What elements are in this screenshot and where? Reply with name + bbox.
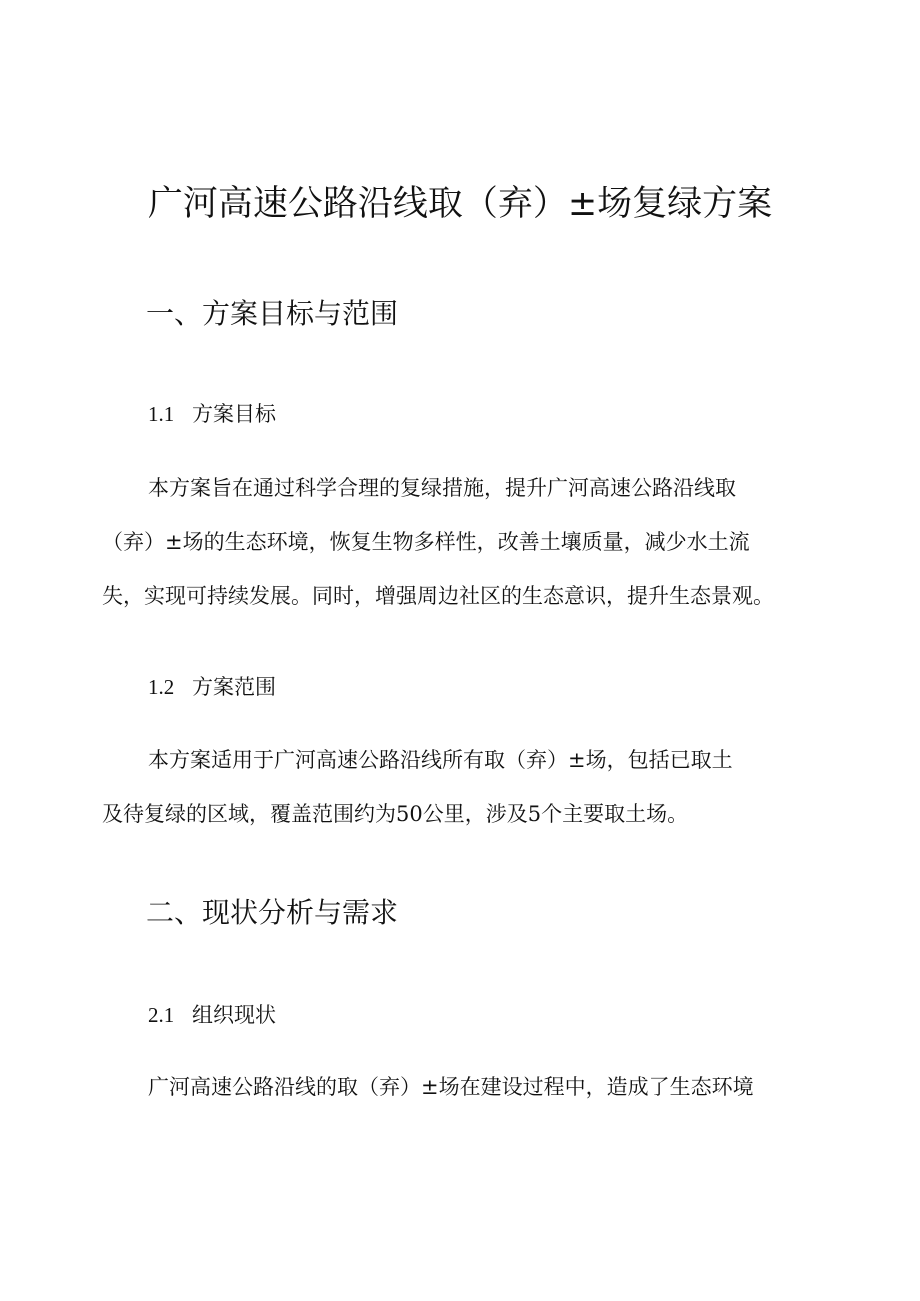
subsection-heading-1-2 bbox=[148, 672, 276, 702]
subsection-number: 1.1 bbox=[148, 402, 175, 426]
paragraph-line: 本方案适用于广河高速公路沿线所有取（弃）±场，包括已取土 bbox=[148, 748, 733, 772]
paragraph-scope bbox=[102, 733, 824, 841]
section-heading-1: 一、方案目标与范围 bbox=[146, 297, 399, 330]
subsection-number: 1.2 bbox=[148, 675, 175, 699]
subsection-heading-1-1 bbox=[148, 399, 276, 429]
subsection-number: 2.1 bbox=[148, 1003, 175, 1027]
document-title: 广河高速公路沿线取（弃）±场复绿方案 bbox=[147, 184, 773, 224]
paragraph-line: 广河高速公路沿线的取（弃）±场在建设过程中，造成了生态环境 bbox=[148, 1075, 754, 1099]
paragraph-current-status bbox=[102, 1060, 824, 1114]
subsection-heading-2-1 bbox=[148, 1000, 276, 1030]
paragraph-line: 失，实现可持续发展。同时，增强周边社区的生态意识，提升生态景观。 bbox=[102, 584, 774, 608]
paragraph-line: 及待复绿的区域，覆盖范围约为50公里，涉及5个主要取土场。 bbox=[102, 802, 689, 826]
subsection-title: 组织现状 bbox=[192, 1003, 276, 1027]
subsection-title: 方案范围 bbox=[192, 675, 276, 699]
paragraph-goal bbox=[102, 461, 824, 623]
subsection-title: 方案目标 bbox=[192, 402, 276, 426]
section-heading-2: 二、现状分析与需求 bbox=[146, 896, 399, 929]
paragraph-line: （弃）±场的生态环境，恢复生物多样性，改善土壤质量，减少水土流 bbox=[102, 530, 750, 554]
paragraph-line: 本方案旨在通过科学合理的复绿措施，提升广河高速公路沿线取 bbox=[148, 476, 736, 500]
